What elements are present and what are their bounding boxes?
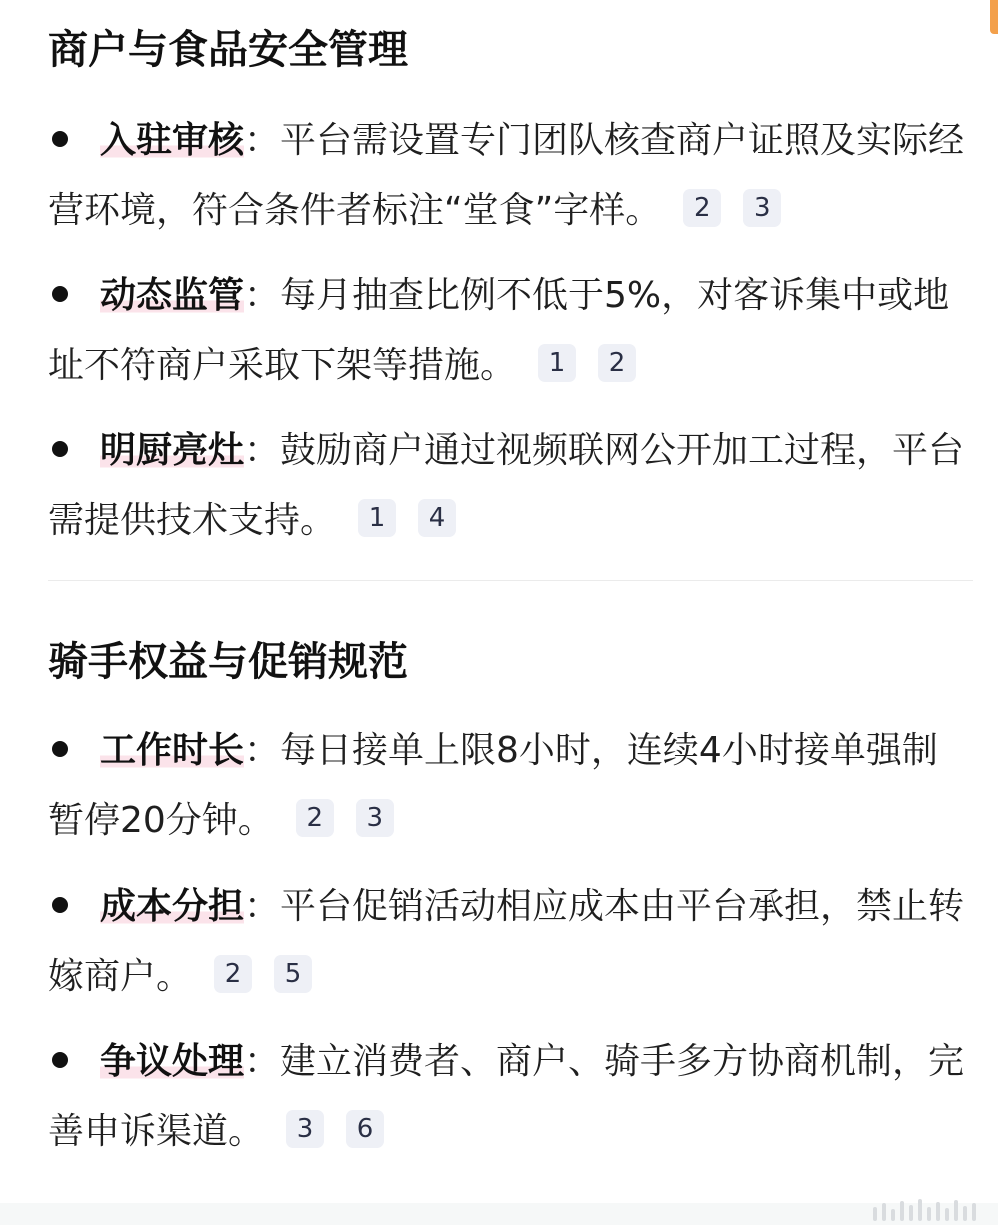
- citation-badge[interactable]: 3: [743, 189, 781, 227]
- item-term: 争议处理: [100, 1041, 245, 1082]
- citation-badge[interactable]: 4: [418, 499, 456, 537]
- item-separator: ：: [244, 430, 281, 471]
- citation-badge[interactable]: 1: [358, 499, 396, 537]
- item-separator: ：: [244, 275, 281, 316]
- list-item: [48, 1027, 973, 1167]
- citation-badge[interactable]: 3: [286, 1110, 324, 1148]
- section-title-merchant-food-safety: 商户与食品安全管理: [48, 27, 408, 73]
- section-title-rider-rights-promotion: 骑手权益与促销规范: [48, 639, 408, 685]
- bullet-icon: [52, 441, 68, 457]
- item-term: 明厨亮灶: [100, 430, 245, 471]
- item-text: 平台需设置专门团队核查商户证照及实际经营环境，符合条件者标注“堂食”字样。: [48, 120, 965, 231]
- bullet-icon: [52, 897, 68, 913]
- item-term: 成本分担: [100, 886, 245, 927]
- bullet-icon: [52, 1052, 68, 1068]
- item-separator: ：: [244, 1041, 281, 1082]
- list-item: [48, 716, 973, 856]
- item-separator: ：: [244, 886, 281, 927]
- list-item: [48, 872, 973, 1012]
- item-text: 每日接单上限8小时，连续4小时接单强制暂停20分钟。: [48, 730, 938, 841]
- citation-badge[interactable]: 2: [683, 189, 721, 227]
- citation-badge[interactable]: 2: [296, 799, 334, 837]
- citation-badge[interactable]: 2: [214, 955, 252, 993]
- bottom-band: [0, 1203, 998, 1225]
- item-separator: ：: [244, 120, 281, 161]
- item-term: 动态监管: [100, 275, 245, 316]
- citation-badge[interactable]: 6: [346, 1110, 384, 1148]
- citation-badge[interactable]: 1: [538, 344, 576, 382]
- item-term: 工作时长: [100, 730, 245, 771]
- section-divider: [48, 580, 973, 581]
- item-term: 入驻审核: [100, 120, 245, 161]
- watermark-icon: [873, 1199, 976, 1221]
- list-item: [48, 106, 973, 246]
- item-text: 建立消费者、商户、骑手多方协商机制，完善申诉渠道。: [48, 1041, 965, 1152]
- corner-tab: [990, 0, 998, 34]
- item-text: 平台促销活动相应成本由平台承担，禁止转嫁商户。: [48, 886, 965, 997]
- citation-badge[interactable]: 5: [274, 955, 312, 993]
- list-item: [48, 416, 973, 556]
- item-separator: ：: [244, 730, 281, 771]
- item-text: 每月抽查比例不低于5%，对客诉集中或地址不符商户采取下架等措施。: [48, 275, 950, 386]
- bullet-icon: [52, 741, 68, 757]
- item-text: 鼓励商户通过视频联网公开加工过程，平台需提供技术支持。: [48, 430, 965, 541]
- bullet-icon: [52, 286, 68, 302]
- bullet-icon: [52, 131, 68, 147]
- citation-badge[interactable]: 2: [598, 344, 636, 382]
- citation-badge[interactable]: 3: [356, 799, 394, 837]
- list-item: [48, 261, 973, 401]
